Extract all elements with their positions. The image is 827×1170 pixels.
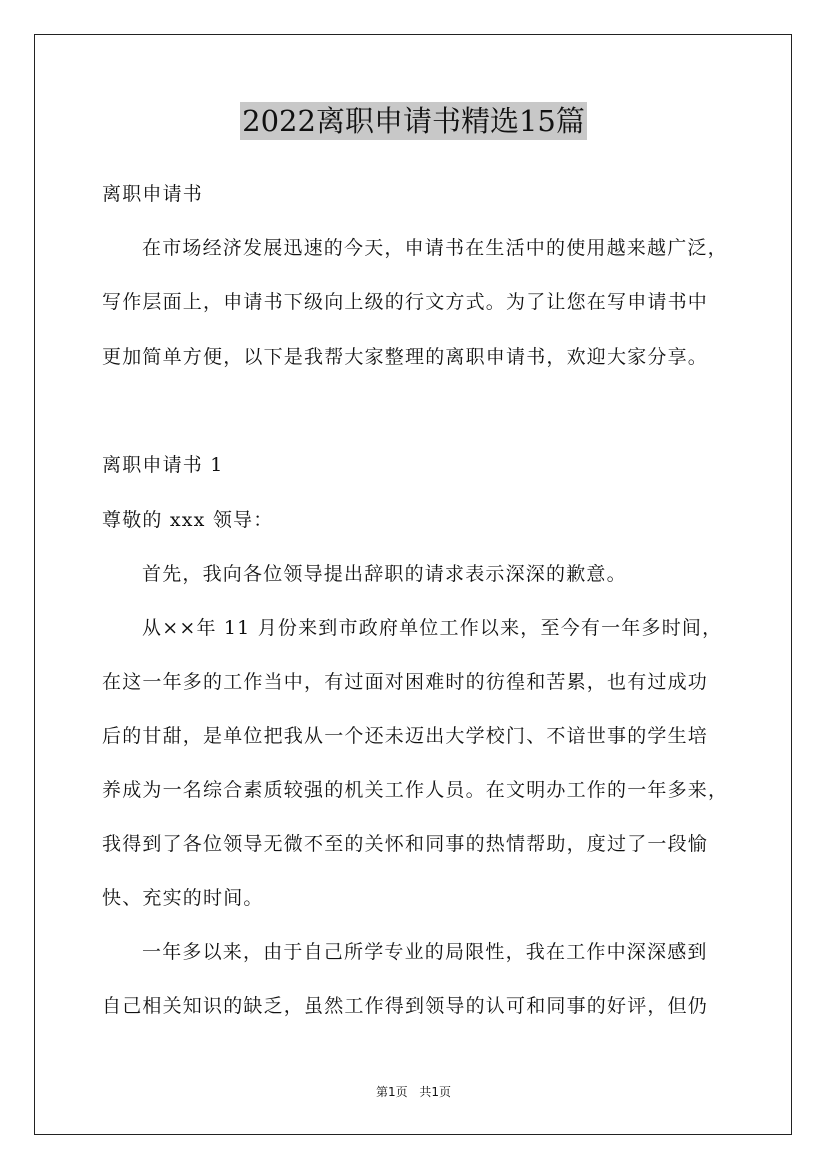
paragraph-line: 后的甘甜，是单位把我从一个还未迈出大学校门、不谙世事的学生培 [102,725,709,747]
page-number: 第1页 [375,1085,408,1099]
paragraph-line: 快、充实的时间。 [102,887,264,909]
intro-line: 更加简单方便，以下是我帮大家整理的离职申请书，欢迎大家分享。 [102,346,709,368]
paragraph-line: 养成为一名综合素质较强的机关工作人员。在文明办工作的一年多来， [102,779,729,801]
paragraph-line: 首先，我向各位领导提出辞职的请求表示深深的歉意。 [142,563,627,585]
intro-line: 写作层面上，申请书下级向上级的行文方式。为了让您在写申请书中 [102,291,709,313]
document-title: 2022离职申请书精选15篇 [242,104,585,138]
page-total: 共1页 [419,1085,452,1099]
title-container [0,102,827,140]
intro-line: 在市场经济发展迅速的今天，申请书在生活中的使用越来越广泛， [142,237,728,259]
intro-heading: 离职申请书 [102,183,204,205]
paragraph-line: 一年多以来，由于自己所学专业的局限性，我在工作中深深感到 [142,941,708,963]
page-footer [0,1084,827,1100]
paragraph-line: 自己相关知识的缺乏，虽然工作得到领导的认可和同事的好评，但仍 [102,995,709,1017]
paragraph-line: 在这一年多的工作当中，有过面对困难时的彷徨和苦累，也有过成功 [102,671,709,693]
section-heading: 离职申请书 1 [102,454,224,476]
salutation: 尊敬的 xxx 领导： [102,509,274,531]
paragraph-line: 我得到了各位领导无微不至的关怀和同事的热情帮助，度过了一段愉 [102,833,709,855]
paragraph-line: 从××年 11 月份来到市政府单位工作以来，至今有一年多时间， [142,617,723,639]
